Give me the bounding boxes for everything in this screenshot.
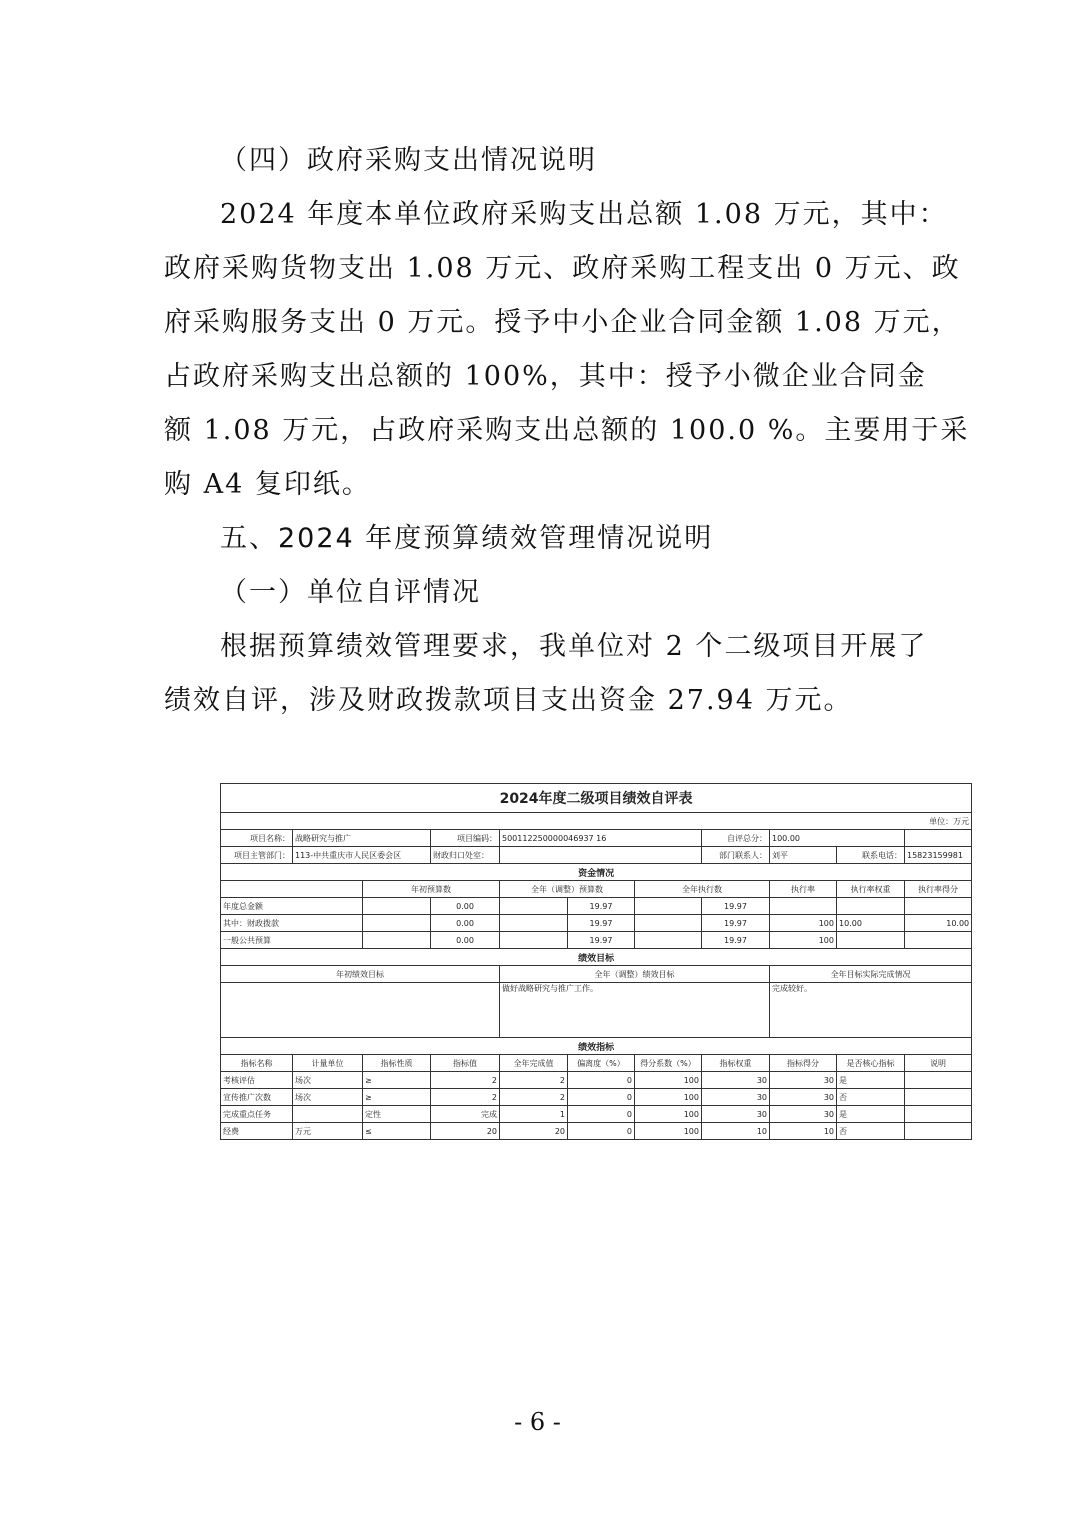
ind-score: 30: [770, 1089, 837, 1106]
funds-weight: [837, 898, 905, 915]
goals-header: 全年（调整）绩效目标: [500, 966, 770, 983]
ind-weight: 30: [702, 1089, 770, 1106]
ind-actual: 2: [500, 1072, 568, 1089]
ind-deviation: 0: [568, 1123, 635, 1140]
funds-adj: 19.97: [568, 898, 635, 915]
ind-value: 2: [431, 1089, 500, 1106]
dept-label: 项目主管部门：: [221, 847, 293, 864]
empty-cell: [635, 898, 702, 915]
ind-deviation: 0: [568, 1106, 635, 1123]
funds-row-label: 其中：财政拨款: [221, 915, 363, 932]
ind-nature: 定性: [363, 1106, 431, 1123]
ind-deviation: 0: [568, 1072, 635, 1089]
ind-weight: 30: [702, 1106, 770, 1123]
table-row: [221, 1072, 972, 1089]
ind-actual: 2: [500, 1089, 568, 1106]
ind-core: 否: [837, 1089, 905, 1106]
project-name: 战略研究与推广: [293, 830, 431, 847]
funds-adj: 19.97: [568, 915, 635, 932]
ind-name: 完成重点任务: [221, 1106, 293, 1123]
empty-cell: [500, 898, 568, 915]
goal-initial: [221, 983, 500, 1038]
ind-score: 10: [770, 1123, 837, 1140]
funds-init: 0.00: [431, 898, 500, 915]
funds-exec: 19.97: [702, 898, 770, 915]
funds-header: 执行率得分: [905, 881, 972, 898]
indicator-header-row: [221, 1055, 972, 1072]
ind-header: 指标权重: [702, 1055, 770, 1072]
funds-header: 执行率: [770, 881, 837, 898]
ind-note: [905, 1089, 972, 1106]
ind-header: 指标性质: [363, 1055, 431, 1072]
ind-header: 指标值: [431, 1055, 500, 1072]
ind-coeff: 100: [635, 1106, 702, 1123]
ind-core: 否: [837, 1123, 905, 1140]
ind-name: 考核评估: [221, 1072, 293, 1089]
ind-header: 指标得分: [770, 1055, 837, 1072]
ind-actual: 20: [500, 1123, 568, 1140]
ind-nature: ≥: [363, 1089, 431, 1106]
ind-header: 偏离度（%）: [568, 1055, 635, 1072]
ind-coeff: 100: [635, 1089, 702, 1106]
ind-name: 经费: [221, 1123, 293, 1140]
ind-deviation: 0: [568, 1089, 635, 1106]
ind-header: 是否核心指标: [837, 1055, 905, 1072]
ind-nature: ≤: [363, 1123, 431, 1140]
ind-unit: 场次: [293, 1072, 363, 1089]
funds-rate: 100: [770, 932, 837, 949]
ind-header: 计量单位: [293, 1055, 363, 1072]
subsection-heading-self-eval: （一）单位自评情况: [220, 577, 481, 608]
self-score: 100.00: [770, 830, 905, 847]
empty-cell: [905, 830, 972, 847]
table-row: [221, 1123, 972, 1140]
project-name-label: 项目名称：: [221, 830, 293, 847]
fin-office-label: 财政归口处室：: [431, 847, 500, 864]
funds-row: [221, 898, 972, 915]
empty-cell: [500, 932, 568, 949]
ind-value: 完成: [431, 1106, 500, 1123]
ind-nature: ≥: [363, 1072, 431, 1089]
empty-cell: [363, 932, 431, 949]
funds-row-label: 年度总金额: [221, 898, 363, 915]
phone-label: 联系电话：: [837, 847, 905, 864]
funds-section-title: 资金情况: [221, 864, 972, 881]
page-number: - 6 -: [514, 1408, 561, 1436]
table-unit: 单位：万元: [221, 813, 972, 830]
funds-rate: 100: [770, 915, 837, 932]
ind-core: 是: [837, 1106, 905, 1123]
paragraph-line: 政府采购货物支出 1.08 万元、政府采购工程支出 0 万元、政: [164, 253, 961, 284]
table-row: [221, 1106, 972, 1123]
empty-cell: [363, 915, 431, 932]
contact-label: 部门联系人：: [702, 847, 770, 864]
funds-row: [221, 932, 972, 949]
ind-header: 指标名称: [221, 1055, 293, 1072]
goals-header: 全年目标实际完成情况: [770, 966, 972, 983]
empty-cell: [635, 932, 702, 949]
dept: 113-中共重庆市人民区委会区: [293, 847, 431, 864]
paragraph-line: 购 A4 复印纸。: [164, 469, 371, 500]
ind-note: [905, 1072, 972, 1089]
paragraph-line: 2024 年度本单位政府采购支出总额 1.08 万元，其中：: [220, 199, 948, 230]
funds-header: 执行率权重: [837, 881, 905, 898]
ind-score: 30: [770, 1106, 837, 1123]
paragraph-line: 绩效自评，涉及财政拨款项目支出资金 27.94 万元。: [164, 685, 853, 716]
ind-weight: 30: [702, 1072, 770, 1089]
ind-name: 宣传推广次数: [221, 1089, 293, 1106]
section-heading-performance: 五、2024 年度预算绩效管理情况说明: [220, 523, 714, 554]
fin-office: [500, 847, 702, 864]
funds-row: [221, 915, 972, 932]
empty-cell: [500, 915, 568, 932]
ind-core: 是: [837, 1072, 905, 1089]
goal-actual: 完成较好。: [770, 983, 972, 1038]
ind-unit: [293, 1106, 363, 1123]
self-evaluation-table: [220, 783, 971, 1140]
phone: 15823159981: [905, 847, 972, 864]
ind-header: 说明: [905, 1055, 972, 1072]
funds-score: 10.00: [905, 915, 972, 932]
empty-cell: [221, 881, 363, 898]
ind-note: [905, 1106, 972, 1123]
funds-init: 0.00: [431, 915, 500, 932]
ind-value: 2: [431, 1072, 500, 1089]
funds-header: 全年执行数: [635, 881, 770, 898]
paragraph-line: 根据预算绩效管理要求，我单位对 2 个二级项目开展了: [220, 631, 928, 662]
empty-cell: [635, 915, 702, 932]
ind-coeff: 100: [635, 1123, 702, 1140]
paragraph-line: 占政府采购支出总额的 100%，其中：授予小微企业合同金: [164, 361, 927, 392]
funds-exec: 19.97: [702, 932, 770, 949]
indicators-section-title: 绩效指标: [221, 1038, 972, 1055]
funds-header: 年初预算数: [363, 881, 500, 898]
self-score-label: 自评总分：: [702, 830, 770, 847]
funds-adj: 19.97: [568, 932, 635, 949]
funds-weight: 10.00: [837, 915, 905, 932]
ind-coeff: 100: [635, 1072, 702, 1089]
table-title: 2024年度二级项目绩效自评表: [221, 784, 972, 813]
ind-header: 全年完成值: [500, 1055, 568, 1072]
funds-rate: [770, 898, 837, 915]
paragraph-line: 额 1.08 万元，占政府采购支出总额的 100.0 %。主要用于采: [164, 415, 970, 446]
funds-score: [905, 932, 972, 949]
goals-section-title: 绩效目标: [221, 949, 972, 966]
funds-header: 全年（调整）预算数: [500, 881, 635, 898]
funds-exec: 19.97: [702, 915, 770, 932]
ind-unit: 万元: [293, 1123, 363, 1140]
goals-header: 年初绩效目标: [221, 966, 500, 983]
ind-value: 20: [431, 1123, 500, 1140]
funds-row-label: 一般公共预算: [221, 932, 363, 949]
table-row: [221, 1089, 972, 1106]
funds-weight: [837, 932, 905, 949]
ind-weight: 10: [702, 1123, 770, 1140]
funds-init: 0.00: [431, 932, 500, 949]
goal-adjusted: 做好战略研究与推广工作。: [500, 983, 770, 1038]
empty-cell: [363, 898, 431, 915]
contact: 刘平: [770, 847, 837, 864]
ind-note: [905, 1123, 972, 1140]
section-heading-procurement: （四）政府采购支出情况说明: [220, 145, 597, 176]
funds-score: [905, 898, 972, 915]
ind-header: 得分系数（%）: [635, 1055, 702, 1072]
ind-unit: 场次: [293, 1089, 363, 1106]
ind-score: 30: [770, 1072, 837, 1089]
project-code-label: 项目编码：: [431, 830, 500, 847]
paragraph-line: 府采购服务支出 0 万元。授予中小企业合同金额 1.08 万元，: [164, 307, 961, 338]
project-code: 500112250000046937 16: [500, 830, 702, 847]
ind-actual: 1: [500, 1106, 568, 1123]
